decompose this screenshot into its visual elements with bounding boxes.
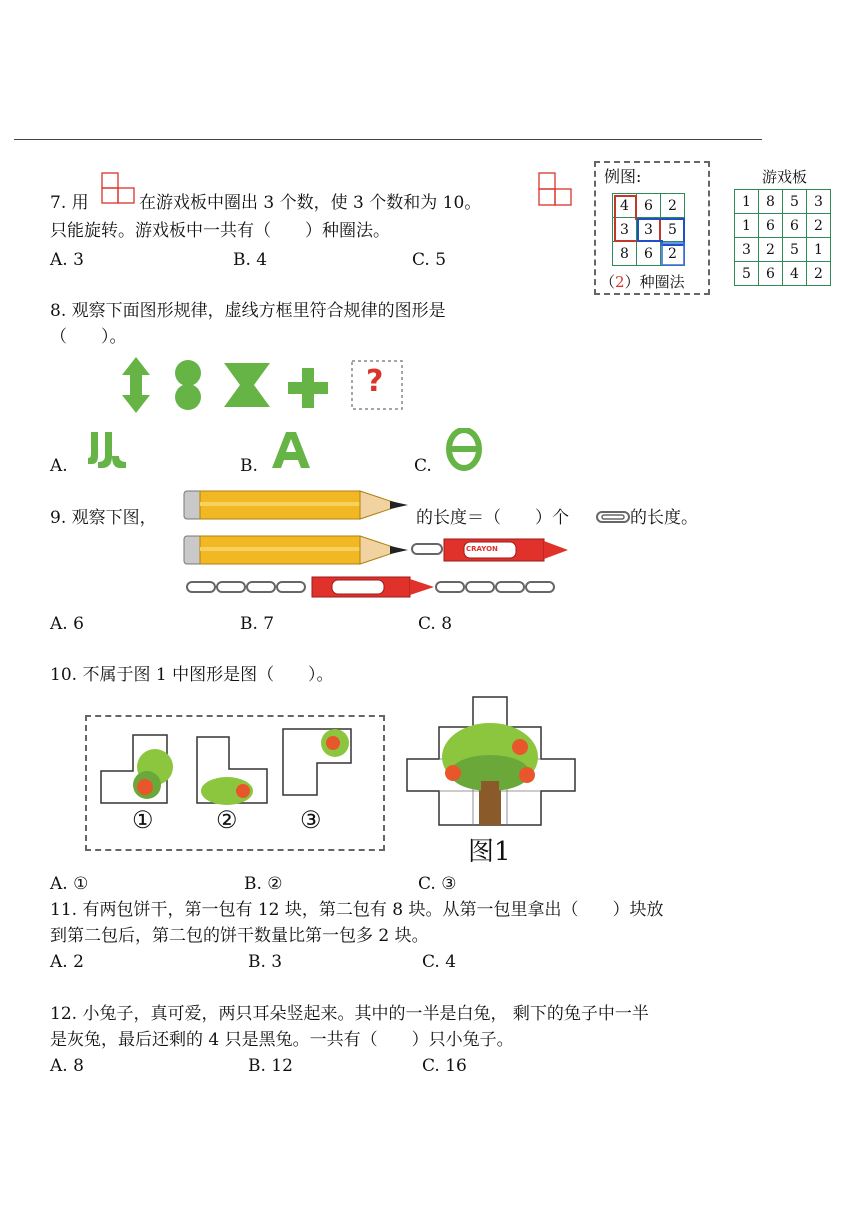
q9-text-c: 的长度。 [630,508,698,528]
example-answer-value: 2 [615,273,625,291]
q7-board-title: 游戏板 [762,168,808,186]
q12-option-a[interactable]: A. 8 [50,1056,84,1076]
q11-option-a[interactable]: A. 2 [50,952,84,972]
clips-and-crayon-row [186,574,566,600]
q7-example-answer [600,271,685,293]
q7-text-b: 在游戏板中圈出 3 个数，使 3 个数和为 10。 [139,193,482,213]
ex-cell: 6 [637,194,661,218]
board-cell: 1 [735,190,759,214]
board-cell: 4 [783,262,807,286]
ex-cell: 2 [661,194,685,218]
board-cell: 3 [735,238,759,262]
pencil-and-crayon-row [180,530,570,570]
board-cell: 2 [807,214,831,238]
q8-option-b[interactable]: B. [240,456,258,476]
ex-cell: 3 [613,218,637,242]
board-cell: 6 [759,262,783,286]
l-shape-icon [101,172,137,204]
q11-line2: 到第二包后，第二包的饼干数量比第一包多 2 块。 [50,926,429,946]
q7-line1 [50,192,89,214]
q10-option-c[interactable]: C. ③ [418,874,457,894]
header-rule [14,139,762,140]
q7-option-b[interactable]: B. 4 [233,250,268,270]
q10-pieces [95,725,375,810]
ex-cell: 4 [613,194,637,218]
board-cell: 3 [807,190,831,214]
board-cell: 5 [735,262,759,286]
q7-number: 7. [50,193,67,213]
option-c-theta-shape [446,428,484,472]
double-arrow-shape [122,357,150,413]
hourglass-shape [224,363,270,407]
paperclip-icon [596,510,630,524]
piece-label-1: ① [132,806,154,834]
q10-option-a[interactable]: A. ① [50,874,89,894]
paren-close: ）种圈法 [624,273,685,291]
q12-line1: 12. 小兔子，真可爱，两只耳朵竖起来。其中的一半是白兔， 剩下的兔子中一半 [50,1004,649,1024]
option-a-jj-shape [82,428,132,472]
question-mark-icon: ? [366,364,384,399]
piece-label-3: ③ [300,806,322,834]
pencil-icon [180,485,415,525]
piece-label-2: ② [216,806,238,834]
q8-option-c[interactable]: C. [414,456,432,476]
q11-option-b[interactable]: B. 3 [248,952,283,972]
q9-option-c[interactable]: C. 8 [418,614,453,634]
l-shape-icon-2 [538,172,574,206]
ex-cell: 8 [613,242,637,266]
q9-option-a[interactable]: A. 6 [50,614,84,634]
figure-1-caption: 图1 [468,837,511,867]
q8-option-a[interactable]: A. [50,456,68,476]
board-cell: 5 [783,190,807,214]
board-cell: 2 [807,262,831,286]
crayon-label: CRAYON [466,545,498,553]
board-cell: 6 [783,214,807,238]
board-cell: 5 [783,238,807,262]
q7-option-c[interactable]: C. 5 [412,250,447,270]
board-cell: 2 [759,238,783,262]
ex-cell: 5 [661,218,685,242]
board-cell: 6 [759,214,783,238]
q9-text-a: 9. 观察下图， [50,508,157,528]
q12-line2: 是灰兔，最后还剩的 4 只是黑兔。一共有（ ）只小兔子。 [50,1030,514,1050]
q9-option-b[interactable]: B. 7 [240,614,275,634]
q8-line1: 8. 观察下面图形规律，虚线方框里符合规律的图形是 [50,301,446,321]
paren-open: （ [600,273,616,291]
option-b-a-shape [272,430,312,470]
q8-line2: （ ）。 [50,327,127,347]
board-cell: 1 [735,214,759,238]
ex-cell: 3 [637,218,661,242]
q12-option-b[interactable]: B. 12 [248,1056,293,1076]
plus-shape [288,368,328,408]
ex-cell: 6 [637,242,661,266]
q11-line1: 11. 有两包饼干，第一包有 12 块，第二包有 8 块。从第一包里拿出（ ）块放 [50,900,664,920]
q11-option-c[interactable]: C. 4 [422,952,457,972]
q10-option-b[interactable]: B. ② [244,874,283,894]
q7-option-a[interactable]: A. 3 [50,250,84,270]
q12-option-c[interactable]: C. 16 [422,1056,467,1076]
figure-1-tree [405,695,580,830]
board-cell: 1 [807,238,831,262]
q7-example-highlights [612,193,692,273]
q7-line2: 只能旋转。游戏板中一共有（ ）种圈法。 [50,221,390,241]
q7-text-a: 用 [71,193,89,213]
q9-text-b: 的长度＝（ ）个 [416,508,569,528]
q10-line1: 10. 不属于图 1 中图形是图（ ）。 [50,665,334,685]
q7-example-title: 例图: [604,167,642,186]
q7-game-board [734,189,831,286]
ex-cell: 2 [661,242,685,266]
figure-eight-shape [175,360,201,410]
board-cell: 8 [759,190,783,214]
